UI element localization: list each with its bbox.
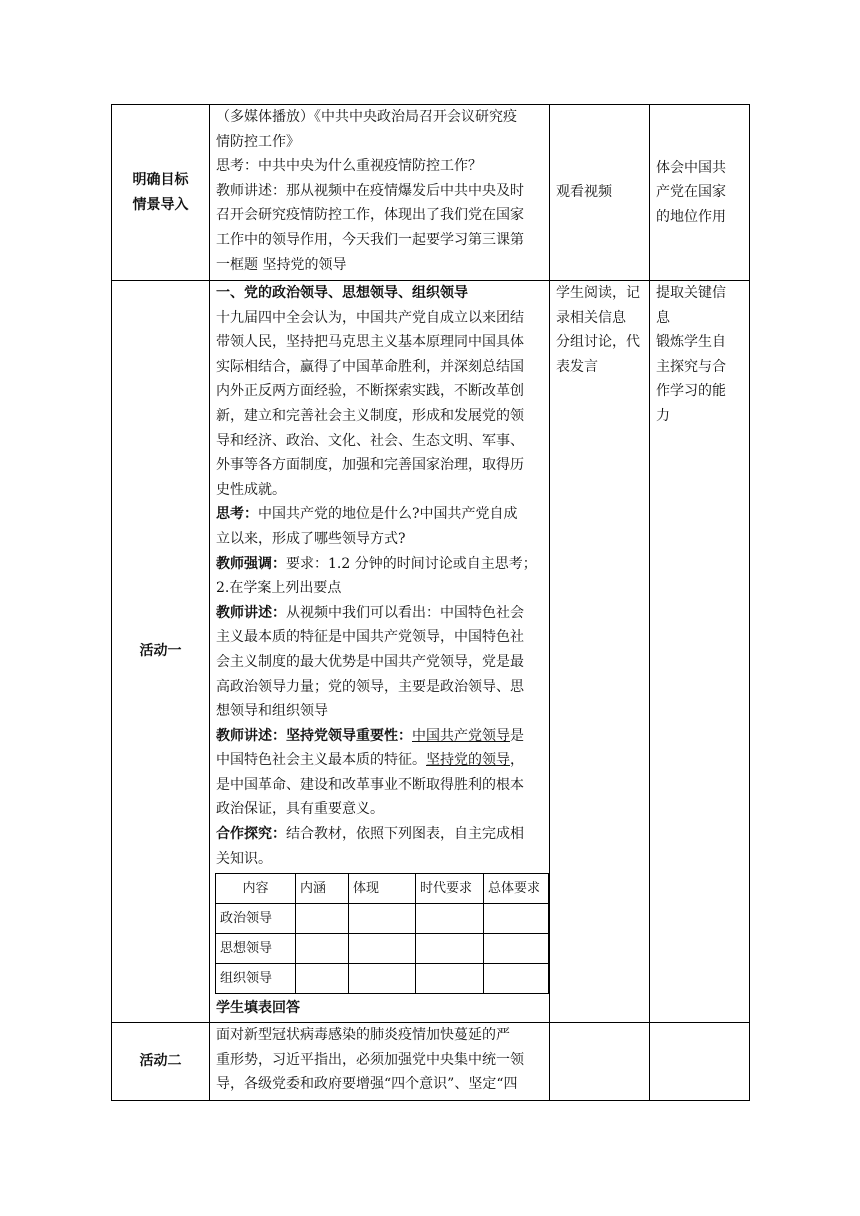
row-header-cell: 组织领导	[216, 964, 296, 994]
text-line: 内外正反两方面经验，不断探索实践，不断改革创	[216, 383, 524, 400]
row-intro-content	[210, 105, 550, 281]
label-line: 情景导入	[132, 196, 189, 213]
fill-in-row	[216, 934, 549, 964]
blank-cell[interactable]	[349, 934, 416, 964]
section-heading: 一、党的政治领导、思想领导、组织领导	[216, 285, 468, 301]
text-line: 十九届四中全会认为，中国共产党自成立以来团结	[216, 309, 524, 326]
text-line: 中国共产党的地位是什么?中国共产党自成	[258, 506, 518, 523]
row-activity2	[112, 1023, 750, 1101]
blank-cell[interactable]	[296, 904, 349, 934]
blank-cell[interactable]	[484, 964, 549, 994]
row-activity1-intent	[650, 281, 750, 1023]
row-intro	[112, 105, 750, 281]
intent-line: 产党在国家	[656, 184, 726, 201]
row-activity2-intent	[650, 1023, 750, 1101]
text-line: 高政治领导力量；党的领导，主要是政治领导、思	[216, 678, 524, 695]
header-cell: 体现	[349, 874, 416, 904]
blank-cell[interactable]	[416, 934, 484, 964]
intent-line: 作学习的能	[656, 383, 726, 400]
text-line: 外事等各方面制度，加强和完善国家治理，取得历	[216, 457, 524, 474]
text-line: 思考：中共中央为什么重视疫情防控工作？	[216, 158, 482, 175]
text-line: 情防控工作》	[216, 133, 300, 150]
blank-cell[interactable]	[416, 964, 484, 994]
blank-cell[interactable]	[484, 904, 549, 934]
row-header-cell: 思想领导	[216, 934, 296, 964]
text-line: 新，建立和完善社会主义制度，形成和发展党的领	[216, 407, 524, 424]
text-line: 召开会研究疫情防控工作，体现出了我们党在国家	[216, 207, 524, 224]
row-intro-intent	[650, 105, 750, 281]
cooperation-label: 合作探究：	[216, 826, 286, 843]
text-fragment: ，	[510, 752, 524, 769]
row-intro-student	[550, 105, 650, 281]
fill-in-table	[215, 873, 549, 994]
text-line: 导和经济、政治、文化、社会、生态文明、军事、	[216, 432, 524, 449]
text-line: 政治保证，具有重要意义。	[216, 801, 384, 818]
header-cell: 内涵	[296, 874, 349, 904]
underlined-term: 坚持党的领导	[426, 752, 510, 769]
fill-in-row	[216, 964, 549, 994]
underlined-term: 中国共产党领导	[412, 727, 510, 744]
text-line: 一框题 坚持党的领导	[216, 256, 347, 273]
student-line: 表发言	[556, 358, 598, 375]
text-line: 面对新型冠状病毒感染的肺炎疫情加快蔓延的严	[216, 1027, 510, 1043]
text-line: 教师讲述：那从视频中在疫情爆发后中共中央及时	[216, 182, 524, 199]
row-header-cell: 政治领导	[216, 904, 296, 934]
row-activity1-content	[210, 281, 550, 1023]
intent-line: 体会中国共	[656, 159, 726, 176]
text-line: 重形势，习近平指出，必须加强党中央集中统一领	[216, 1051, 524, 1068]
blank-cell[interactable]	[296, 964, 349, 994]
think-label: 思考：	[216, 506, 258, 523]
intent-line: 提取关键信	[656, 285, 726, 301]
text-line: 实际相结合，赢得了中国革命胜利，并深刻总结国	[216, 358, 524, 375]
header-cell: 内容	[216, 874, 296, 904]
emphasis-label: 教师强调：	[216, 555, 286, 572]
blank-cell[interactable]	[349, 904, 416, 934]
text-line: 是中国革命、建设和改革事业不断取得胜利的根本	[216, 776, 524, 793]
intent-line: 的地位作用	[656, 208, 726, 225]
text-line: 想领导和组织领导	[216, 703, 328, 720]
fill-in-header-row	[216, 874, 549, 904]
text-line: 主义最本质的特征是中国共产党领导，中国特色社	[216, 629, 524, 646]
blank-cell[interactable]	[484, 934, 549, 964]
text-line: 关知识。	[216, 850, 272, 867]
row-activity1-student	[550, 281, 650, 1023]
label-line: 明确目标	[132, 171, 189, 188]
answer-label: 学生填表回答	[216, 1000, 300, 1017]
text-fragment: 是	[510, 727, 524, 744]
intent-line: 主探究与合	[656, 358, 726, 375]
narration2-label: 教师讲述：坚持党领导重要性：	[216, 727, 412, 744]
text-line: 立以来，形成了哪些领导方式?	[216, 530, 406, 547]
intent-line: 息	[656, 309, 670, 326]
fill-in-row	[216, 904, 549, 934]
blank-cell[interactable]	[296, 934, 349, 964]
row-activity2-student	[550, 1023, 650, 1101]
row-activity1-label: 活动一	[112, 281, 210, 1023]
row-intro-label	[112, 105, 210, 281]
intent-line: 力	[656, 407, 670, 424]
text-line: 带领人民，坚持把马克思主义基本原理同中国具体	[216, 334, 524, 351]
intent-line: 锻炼学生自	[656, 334, 726, 351]
row-activity2-content	[210, 1023, 550, 1101]
text-line: 从视频中我们可以看出：中国特色社会	[286, 604, 524, 621]
student-line: 分组讨论，代	[556, 334, 640, 351]
text-line: 导，各级党委和政府要增强“四个意识”、坚定“四	[216, 1076, 518, 1093]
header-cell: 总体要求	[484, 874, 549, 904]
text-fragment: 中国特色社会主义最本质的特征。	[216, 752, 426, 769]
row-activity2-label: 活动二	[112, 1023, 210, 1101]
student-line: 录相关信息	[556, 309, 626, 326]
text-line: 工作中的领导作用，今天我们一起要学习第三课第	[216, 231, 524, 248]
text-line: 会主义制度的最大优势是中国共产党领导，党是最	[216, 653, 524, 670]
blank-cell[interactable]	[416, 904, 484, 934]
text-line: 2.在学案上列出要点	[216, 580, 342, 597]
text-line: 结合教材，依照下列图表，自主完成相	[286, 826, 524, 843]
narration-label: 教师讲述：	[216, 604, 286, 621]
text-line: 要求：1.2 分钟的时间讨论或自主思考；	[286, 555, 537, 572]
text-line: 史性成就。	[216, 481, 286, 498]
blank-cell[interactable]	[349, 964, 416, 994]
student-activity: 观看视频	[556, 184, 612, 201]
student-line: 学生阅读，记	[556, 285, 640, 301]
row-activity1	[112, 281, 750, 1023]
header-cell: 时代要求	[416, 874, 484, 904]
lesson-plan-table	[111, 104, 750, 1101]
text-line: （多媒体播放）《中共中央政治局召开会议研究疫	[216, 109, 517, 125]
